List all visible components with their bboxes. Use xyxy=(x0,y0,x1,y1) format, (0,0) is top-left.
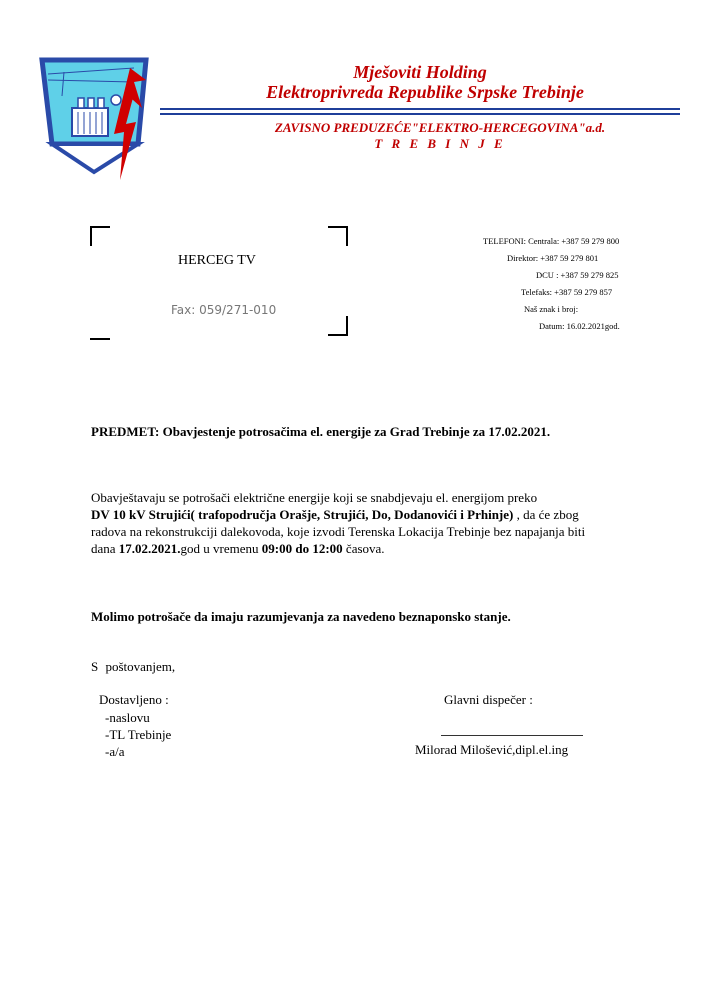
delivery-recipient: -TL Trebinje xyxy=(105,727,172,742)
company-name: Elektroprivreda Republike Srpske Trebinje xyxy=(266,82,584,102)
signature-title: Glavni dispečer : xyxy=(444,692,533,707)
delivery-recipient: -naslovu xyxy=(105,710,150,725)
greeting: S poštovanjem, xyxy=(91,659,176,674)
body-line-4-b: god u vremenu xyxy=(180,541,262,556)
header-rule-top xyxy=(160,108,680,110)
recipient-name: HERCEG TV xyxy=(178,253,256,268)
contact-dcu: DCU : +387 59 279 825 xyxy=(536,270,619,280)
signature-name: Milorad Milošević,dipl.el.ing xyxy=(415,742,569,757)
subsidiary-name: ZAVISNO PREDUZEĆE"ELEKTRO-HERCEGOVINA"a.d. xyxy=(274,120,606,135)
header-rule-bottom xyxy=(160,113,680,115)
delivery-recipient: -a/a xyxy=(105,744,125,759)
company-logo xyxy=(34,52,154,182)
closing-request: Molimo potrošače da imaju razumjevanja za navedeno beznaponsko stanje. xyxy=(91,609,511,624)
outage-time: 09:00 do 12:00 xyxy=(261,541,343,556)
address-corner-bottom-right xyxy=(328,316,348,336)
holding-name: Mješoviti Holding xyxy=(353,62,487,82)
subsidiary-city: T R E B I N J E xyxy=(374,136,506,151)
body-line-2 xyxy=(91,507,579,523)
signature-line xyxy=(441,735,583,736)
body-line-3: radova na rekonstrukciji dalekovoda, koje izvodi Terenska Lokacija Trebinje bez napajanja biti xyxy=(91,524,586,539)
recipient-fax: Fax: 059/271-010 xyxy=(171,303,277,317)
contact-datum: Datum: 16.02.2021god. xyxy=(539,321,620,331)
contact-direktor: Direktor: +387 59 279 801 xyxy=(507,253,599,263)
outage-date: 17.02.2021. xyxy=(118,541,181,556)
contact-nas-znak: Naš znak i broj: xyxy=(524,304,579,314)
body-line-1: Obavještavaju se potrošači električne energije koji se snabdjevaju el. energijom preko xyxy=(91,490,538,505)
delivery-label: Dostavljeno : xyxy=(99,692,169,707)
contact-telefoni: TELEFONI: Centrala: +387 59 279 800 xyxy=(483,236,620,246)
body-line-2-rest: , da će zbog xyxy=(513,507,579,522)
body-line-4-a: dana xyxy=(91,541,119,556)
contact-telefaks: Telefaks: +387 59 279 857 xyxy=(521,287,613,297)
letter-subject: PREDMET: Obavjestenje potrosačima el. energije za Grad Trebinje za 17.02.2021. xyxy=(91,424,551,439)
address-corner-top-right xyxy=(328,226,348,246)
address-corner-top-left xyxy=(90,226,110,246)
body-line-4 xyxy=(91,541,385,557)
body-line-4-c: časova. xyxy=(342,541,385,556)
feeder-name: DV 10 kV Strujići( trafopodručja Orašje, Strujići, Do, Dodanovići i Prhinje) xyxy=(91,507,514,522)
address-corner-bottom-left xyxy=(90,338,110,340)
